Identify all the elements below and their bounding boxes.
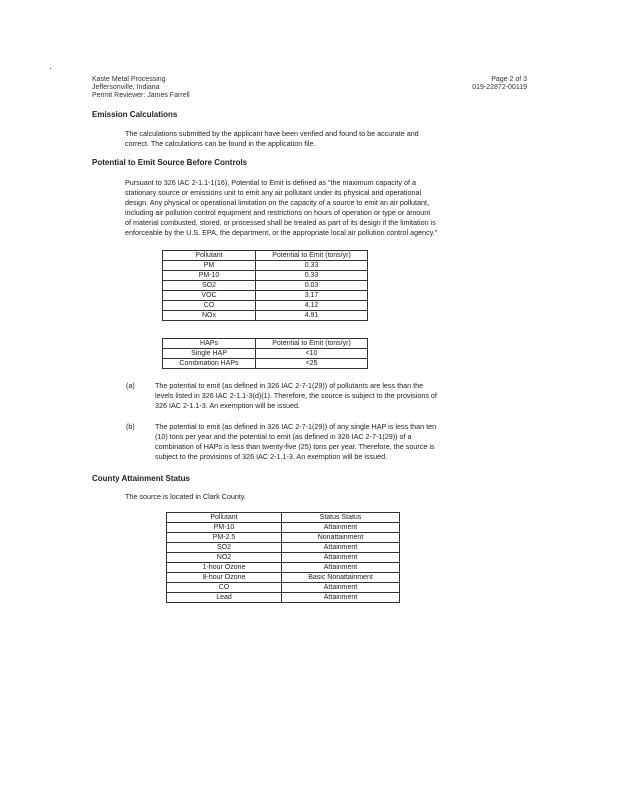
emission-text bbox=[125, 129, 525, 149]
para-b-line: The potential to emit (as defined in 326 IAC 2-7-1(29)) of any single HAP is less than ten bbox=[155, 422, 437, 431]
county-text: The source is located in Clark County. bbox=[125, 492, 246, 501]
hap-cell: Combination HAPs bbox=[163, 359, 256, 369]
table-row bbox=[163, 271, 368, 281]
pollutant-cell: PM-10 bbox=[163, 271, 256, 281]
pte-definition bbox=[125, 178, 530, 238]
pollutant-cell: VOC bbox=[163, 291, 256, 301]
pollutant-cell: CO bbox=[167, 583, 282, 593]
table-row bbox=[167, 533, 400, 543]
para-b-line: (10) tons per year and the potential to emit (as defined in 326 IAC 2-7-1(29)) of a bbox=[155, 432, 412, 441]
table-row bbox=[163, 349, 368, 359]
para-a-line: levels listed in 326 IAC 2-1.1-3(d)(1). Therefore, the source is subject to the provisions of bbox=[155, 391, 437, 400]
pollutant-cell: PM-2.5 bbox=[167, 533, 282, 543]
pte-heading: Potential to Emit Source Before Controls bbox=[92, 158, 248, 167]
value-cell: 3.17 bbox=[256, 291, 368, 301]
pte-line: enforceable by the U.S. EPA, the department, or the appropriate local air pollution control agency." bbox=[125, 228, 438, 237]
status-cell: Attainment bbox=[282, 523, 400, 533]
table-row bbox=[163, 301, 368, 311]
value-cell: <25 bbox=[256, 359, 368, 369]
para-a-label: (a) bbox=[126, 381, 135, 390]
value-cell: <10 bbox=[256, 349, 368, 359]
value-cell: 4.12 bbox=[256, 301, 368, 311]
status-cell: Attainment bbox=[282, 583, 400, 593]
para-b-text bbox=[155, 422, 530, 462]
value-cell: 0.33 bbox=[256, 261, 368, 271]
value-cell: 0.03 bbox=[256, 281, 368, 291]
table-row bbox=[167, 593, 400, 603]
table-row bbox=[163, 261, 368, 271]
permit-number: 019-22872-00119 bbox=[472, 84, 527, 91]
status-cell: Basic Nonattainment bbox=[282, 573, 400, 583]
pollutant-cell: Lead bbox=[167, 593, 282, 603]
pte-table bbox=[162, 250, 368, 321]
para-a-line: 326 IAC 2-1.1-3. An exemption will be issued. bbox=[155, 401, 301, 410]
pte-line: of material combusted, stored, or processed shall be treated as part of its design if the limitation is bbox=[125, 218, 436, 227]
table-row bbox=[167, 573, 400, 583]
scan-speck bbox=[50, 68, 51, 69]
table-header-row bbox=[163, 251, 368, 261]
pollutant-cell: NO2 bbox=[167, 553, 282, 563]
pollutant-cell: SO2 bbox=[163, 281, 256, 291]
emission-heading: Emission Calculations bbox=[92, 110, 178, 119]
emission-line: The calculations submitted by the applicant have been verified and found to be accurate and bbox=[125, 129, 419, 138]
status-table bbox=[166, 512, 400, 603]
status-cell: Attainment bbox=[282, 543, 400, 553]
table-row bbox=[167, 583, 400, 593]
table-row bbox=[163, 281, 368, 291]
pollutant-cell: SO2 bbox=[167, 543, 282, 553]
value-cell: 4.91 bbox=[256, 311, 368, 321]
table-header-row bbox=[163, 339, 368, 349]
page-number: Page 2 of 3 bbox=[491, 76, 527, 83]
county-heading: County Attainment Status bbox=[92, 474, 190, 483]
pte-line: Pursuant to 326 IAC 2-1.1-1(16), Potential to Emit is defined as "the maximum capacity of a bbox=[125, 178, 416, 187]
pollutant-cell: 1-hour Ozone bbox=[167, 563, 282, 573]
emission-line: correct. The calculations can be found in the application file. bbox=[125, 139, 316, 148]
status-cell: Attainment bbox=[282, 593, 400, 603]
value-cell: 0.33 bbox=[256, 271, 368, 281]
column-header: Potential to Emit (tons/yr) bbox=[256, 339, 368, 349]
header-right bbox=[472, 76, 527, 92]
pte-line: design. Any physical or operational limitation on the capacity of a source to emit an air pollutant, bbox=[125, 198, 430, 207]
pte-line: including air pollution control equipment and restrictions on hours of operation or type or amount bbox=[125, 208, 431, 217]
status-cell: Nonattainment bbox=[282, 533, 400, 543]
header-left bbox=[92, 76, 190, 100]
table-header-row bbox=[167, 513, 400, 523]
header-reviewer: Permit Reviewer: James Farrell bbox=[92, 92, 190, 99]
table-row bbox=[163, 311, 368, 321]
pollutant-cell: 8-hour Ozone bbox=[167, 573, 282, 583]
para-b-line: subject to the provisions of 326 IAC 2-1.1-3. An exemption will be issued. bbox=[155, 452, 388, 461]
hap-table bbox=[162, 338, 368, 369]
header-location: Jeffersonville, Indiana bbox=[92, 84, 160, 91]
status-cell: Attainment bbox=[282, 563, 400, 573]
status-cell: Attainment bbox=[282, 553, 400, 563]
pollutant-cell: NOx bbox=[163, 311, 256, 321]
column-header: HAPs bbox=[163, 339, 256, 349]
pollutant-cell: PM bbox=[163, 261, 256, 271]
pollutant-cell: CO bbox=[163, 301, 256, 311]
column-header: Pollutant bbox=[167, 513, 282, 523]
para-a-line: The potential to emit (as defined in 326 IAC 2-7-1(29)) of pollutants are less than the bbox=[155, 381, 424, 390]
table-row bbox=[167, 563, 400, 573]
para-b-label: (b) bbox=[126, 422, 135, 431]
table-row bbox=[167, 543, 400, 553]
header-company: Kaste Metal Processing bbox=[92, 76, 166, 83]
column-header: Potential to Emit (tons/yr) bbox=[256, 251, 368, 261]
pollutant-cell: PM-10 bbox=[167, 523, 282, 533]
table-row bbox=[163, 291, 368, 301]
column-header: Pollutant bbox=[163, 251, 256, 261]
table-row bbox=[163, 359, 368, 369]
hap-cell: Single HAP bbox=[163, 349, 256, 359]
para-a-text bbox=[155, 381, 530, 411]
table-row bbox=[167, 553, 400, 563]
column-header: Status Status bbox=[282, 513, 400, 523]
table-row bbox=[167, 523, 400, 533]
para-b-line: combination of HAPs is less than twenty-five (25) tons per year. Therefore, the source is bbox=[155, 442, 435, 451]
pte-line: stationary source or emissions unit to emit any air pollutant under its physical and operational bbox=[125, 188, 422, 197]
